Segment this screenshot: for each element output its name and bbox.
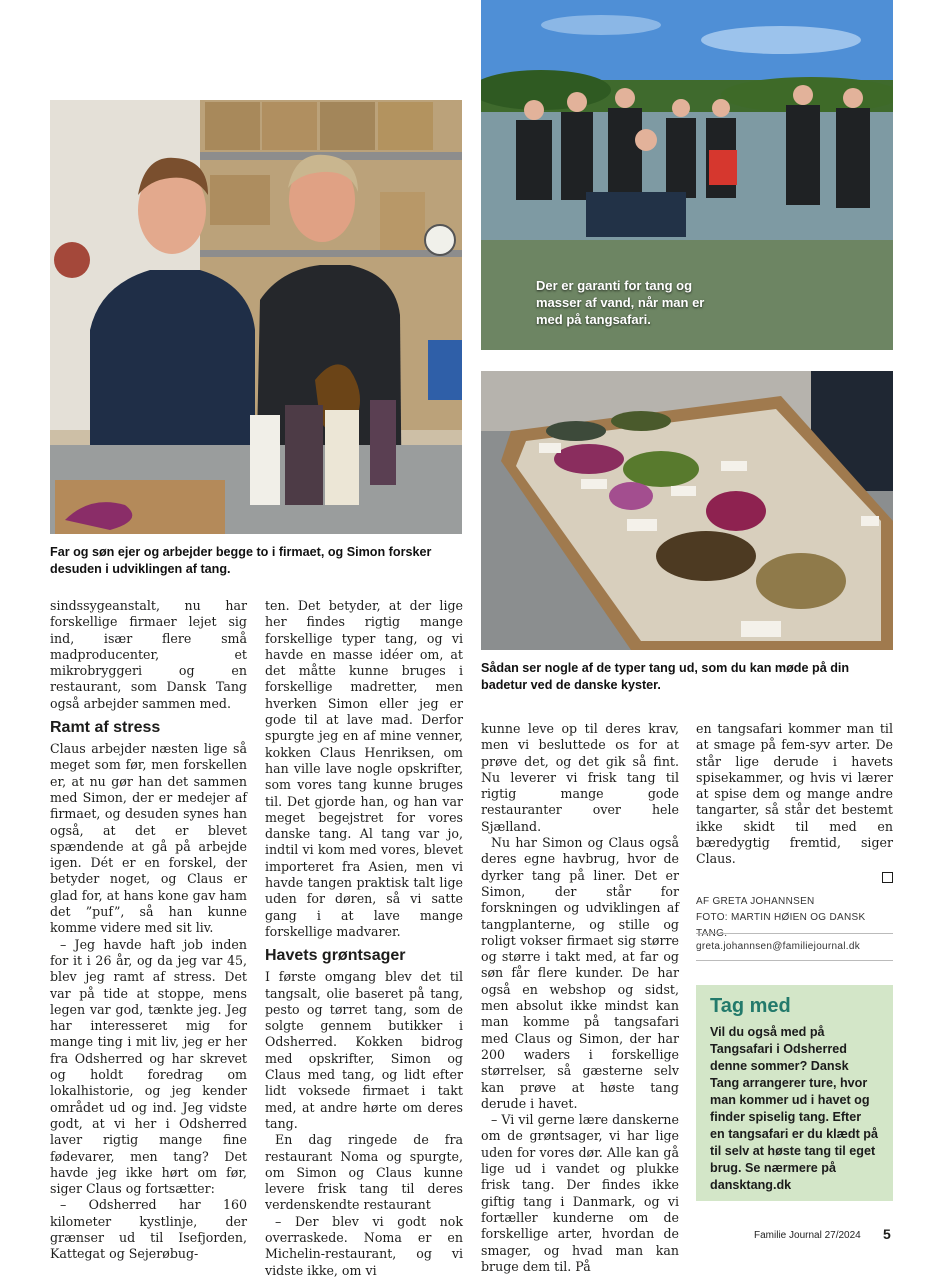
paragraph: I første omgang blev det til tangsalt, olie baseret på tang, pesto og tørret tang, som de solgte gennem butikker i Odsherred. Kokken bidrog med opskrifter, Simon og Claus med tang, og lidt efter lidt voksede firmaet i takt med, at andre hørte om deres tang. (265, 969, 463, 1131)
paragraph: kunne leve op til deres krav, men vi besluttede os for at prøve det, og det gik så fint. Nu leverer vi frisk tang til rigtig mange gode restauranter over hele Sjælland. (481, 721, 679, 834)
publication-footer: Familie Journal 27/2024 (754, 1230, 861, 1241)
divider (696, 933, 893, 934)
article-column-1 (50, 598, 247, 1263)
article-column-3 (481, 721, 679, 1275)
paragraph: sindssygeanstalt, nu har forskellige firmaer lejet sig ind, især flere små madproducenter, et mikrobryggeri og en restaurant, som Dansk Tang også arbejder sammen med. (50, 598, 247, 711)
end-mark-icon (882, 872, 893, 883)
paragraph: ten. Det betyder, at der lige her findes rigtig mange forskellige typer tang, og vi havde en masse idéer om, at det måtte kunne bruges i forskellige madretter, men hverken Simon eller jeg er gode til at lave mad. Derfor spurgte jeg en af mine venner, kokken Claus Henriksen, om han ville lave nogle opskrifter, som vores tang kunne bruges til. Det gjorde han, og han var meget begejstret for vores danske tang. Al tang var jo, indtil vi kom med vores, blevet importeret fra Asien, men vi havde tangen praktisk talt lige uden for døren, så vi satte gang i at lave mange forskellige madvarer. (265, 598, 463, 939)
divider (696, 960, 893, 961)
author-credit: AF GRETA JOHANNSEN (696, 896, 815, 907)
article-column-2 (265, 598, 463, 1279)
subheading-stress: Ramt af stress (50, 719, 161, 737)
paragraph: – Vi vil gerne lære danskerne om de grøntsager, vi har lige uden for vores dør. Alle kan gå lige ud i vandet og plukke frisk tang. Der findes ikke giftig tang i Danmark, og vi fortæller kunderne om de forskellige arter, hvordan de smager, og hvad man kan bruge dem til. På (481, 1112, 679, 1274)
tag-med-factbox (696, 985, 893, 1201)
page-number: 5 (883, 1226, 891, 1242)
founders-caption: Far og søn ejer og arbejder begge to i firmaet, og Simon forsker desuden i udviklingen af tang. (50, 545, 432, 576)
paragraph: – Der blev vi godt nok overraskede. Noma er en Michelin-restaurant, og vi vidste ikke, om vi (265, 1213, 463, 1278)
paragraph: Nu har Simon og Claus også deres egne havbrug, hvor de dyrker tang på liner. Det er Simon, der står for forskningen og udviklingen af tangplanterne, og stille og roligt vokser firmaet sig større og større i takt med, at far og søn får flere kunder. De har også en webshop og sidst, men absolut ikke mindst kan man komme på tangsafari med Claus og Simon, der har 200 waders i forskellige størrelser, så gæsterne selv kan prøve at høste tang derude i havet. (481, 835, 679, 1111)
seaweed-display-photo (481, 371, 893, 650)
paragraph: – Jeg havde haft job inden for it i 26 år, og da jeg var 45, blev jeg ramt af stress. Det var på tide at stoppe, mens legen var god, tænkte jeg. Jeg har interesseret mig for mange ting i mit liv, jeg er her fra Odsherred og har skrevet og holdt foredrag om lokalhistorie, og jeg kender området ud og ind. Jeg vidste godt, at vi her i Odsherred laver rigtig mange fine fødevarer, men tang? Det havde jeg ikke hørt om før, siger Claus og fortsætter: (50, 936, 247, 1197)
display-caption: Sådan ser nogle af de typer tang ud, som du kan møde på din badetur ved de danske kyster. (481, 661, 850, 692)
photo-credit: FOTO: MARTIN HØIEN OG DANSK (696, 912, 866, 923)
father-son-photo (50, 100, 462, 534)
paragraph: en tangsafari kommer man til at smage på fem-syv arter. De står lige derude i havets spisekammer, og hvis vi lærer at spise dem og mange andre tangarter, så står det bestemt ikke skidt til med en bæredygtig fremtid, siger Claus. (696, 721, 893, 867)
factbox-title: Tag med (710, 995, 791, 1017)
subheading-havets-grontsager: Havets grøntsager (265, 947, 406, 965)
paragraph: En dag ringede de fra restaurant Noma og spurgte, om Simon og Claus kunne levere frisk tang til deres verdenskendte restaurant (265, 1132, 463, 1213)
byline (696, 894, 896, 942)
author-email[interactable]: greta.johannsen@familiejournal.dk (696, 941, 861, 952)
article-column-4 (696, 721, 893, 883)
paragraph: Claus arbejder næsten lige så meget som før, men forskellen er, at nu gør han det sammen med Simon, der er medejer af firmaet, og desuden synes han også, at det er blevet spændende at gå på arbejde igen. Dét er en forskel, der betyder noget, og Claus er glad for, at hans kone gav ham det ”puf”, så han kunne komme videre med sit liv. (50, 741, 247, 936)
tangsafari-caption: Der er garanti for tang og masser af vand, når man er med på tangsafari. (536, 278, 705, 327)
paragraph: – Odsherred har 160 kilometer kystlinje, der grænser ud til Isefjorden, Kattegat og Sejerøbug- (50, 1197, 247, 1262)
factbox-body: Vil du også med på Tangsafari i Odsherred denne sommer? Dansk Tang arrangerer ture, hvor man kommer ud i havet og finder spiselig tang. Efter en tangsafari er du klædt på til selv at høste tang til eget brug. Se nærmere på dansktang.dk (710, 1025, 878, 1192)
